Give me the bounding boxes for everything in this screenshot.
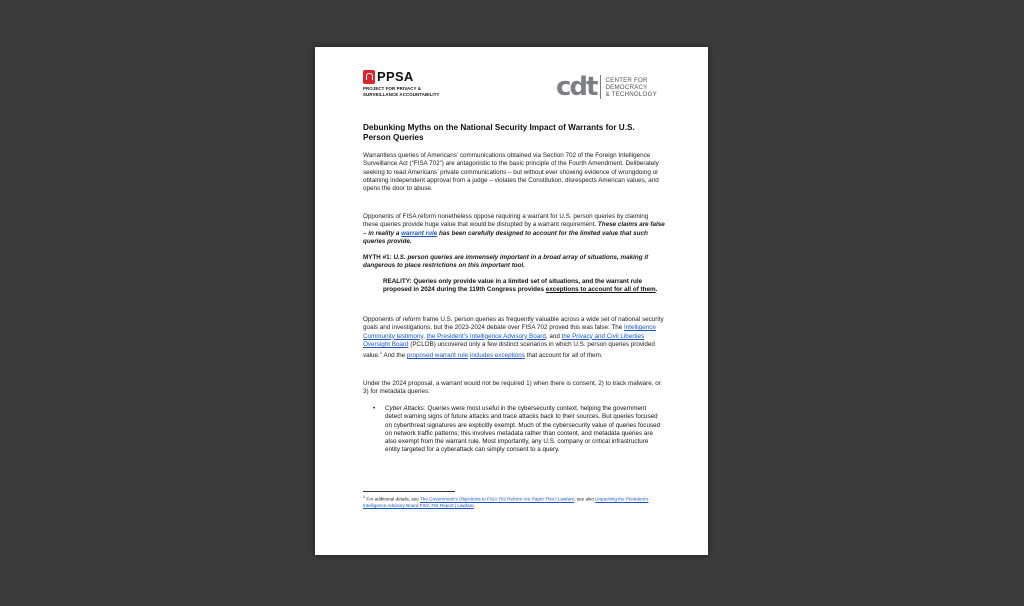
ppsa-mark — [363, 69, 440, 84]
reality-1-underlined: exceptions to account for all of them — [545, 286, 656, 294]
footnote-a: For additional details, see — [366, 496, 419, 502]
myth-1-label: MYTH #1: — [363, 254, 392, 261]
paragraph-opponents — [363, 213, 665, 246]
para2-emphasis-a: These claims are false – in reality a — [363, 221, 665, 237]
document-title: Debunking Myths on the National Security Impact of Warrants for U.S. Person Queries — [363, 123, 635, 142]
ppsa-lock-icon — [363, 70, 375, 84]
pclob-link[interactable]: the Privacy and Civil Liberties Oversight Board — [363, 332, 645, 348]
bullet-cyber-label: Cyber Attacks — [385, 405, 424, 412]
reality-1-end: . — [655, 286, 658, 294]
logo-header — [363, 69, 663, 117]
bullet-cyber-attacks — [385, 405, 665, 455]
ic-testimony-link[interactable]: Intelligence Community testimony — [363, 324, 656, 340]
para3-d: And the — [383, 352, 406, 360]
para3-b: , and — [545, 332, 560, 340]
para2-text: Opponents of FISA reform nonetheless oppose requiring a warrant for U.S. person queries by claiming these queries provide huge value that would be disrupted by a warrant requirement. — [363, 213, 649, 229]
lawfare-link-1[interactable]: The Government’s Objections to FISA 702 Reform Are Paper Thin | Lawfare — [419, 496, 575, 502]
reality-1 — [383, 278, 661, 295]
lawfare-link-2[interactable]: Unpacking the President’s Intelligence Advisory Board FISA 702 Report | Lawfare — [363, 496, 649, 508]
warrant-rule-link[interactable]: warrant rule — [401, 229, 438, 237]
piab-link[interactable]: the President’s Intelligence Advisory Board — [426, 332, 546, 340]
cdt-wordmark: cdt — [556, 72, 597, 102]
myth-1-text: U.S. person queries are immensely important in a broad array of situations, making it dangerous to place restrictions on this important tool. — [363, 254, 649, 270]
ppsa-subtitle: PROJECT FOR PRIVACY & SURVEILLANCE ACCOUNTABILITY — [363, 86, 440, 97]
footnote-1 — [363, 494, 663, 509]
ppsa-wordmark: PPSA — [377, 69, 414, 84]
para3-e: that account for all of them. — [526, 352, 603, 360]
footnote-b: ; see also — [574, 496, 594, 502]
cdt-name: CENTER FOR DEMOCRACY & TECHNOLOGY — [605, 76, 657, 98]
bullet-marker: • — [373, 405, 376, 412]
para3-c: (PCLOB) uncovered only a few distinct scenarios in which U.S. person queries provided value. — [363, 340, 655, 360]
footnote-divider — [363, 491, 455, 492]
para3-sep1: , — [423, 332, 425, 340]
cdt-divider — [600, 75, 601, 99]
reality-1-text: REALITY: Queries only provide value in a limited set of situations, and the warrant rule proposed in 2024 during the 119th Congress provides — [383, 278, 643, 294]
para3-a: Opponents of reform frame U.S. person queries as frequently valuable across a wide set of national security goals and investigations, but the 2023-2024 debate over FISA 702 proved this was false: The — [363, 316, 664, 332]
bullet-cyber-text: : Queries were most useful in the cybersecurity context, helping the government detect warning signs of future attacks and trace attacks back to their sources. But queries focused on cyberthreat signatures are explicitly exempt. Much of the cybersecurity value of queries focused on network traffic patterns; this involves metadata rather than content, and metadata queries are also exempt from the warrant rule. Most importantly, any U.S. company or critical infrastructure entity targeted for a cyberattack can simply consent to a query. — [385, 405, 661, 454]
paragraph-intro: Warrantless queries of Americans’ communications obtained via Section 702 of the Foreign Intelligence Surveillance Act (“FISA 702”) are antagonistic to the basic principle of the Fourth Amendment. Deliberately seeking to read Americans’ private communications – but without ever showing evidence of wrongdoing or obtaining independent approval from a judge – violates the Constitution, disrespects American values, and opens the door to abuse. — [363, 152, 659, 193]
myth-1 — [363, 254, 665, 271]
ppsa-logo — [363, 69, 440, 97]
footnote-ref-1[interactable]: 1 — [379, 350, 383, 356]
document-page — [315, 47, 708, 555]
paragraph-reform — [363, 316, 665, 361]
footnote-c: . — [473, 502, 476, 508]
footnote-number: 1 — [363, 495, 366, 499]
proposed-warrant-rule-link[interactable]: proposed warrant rule — [406, 352, 469, 360]
paragraph-proposal: Under the 2024 proposal, a warrant would not be required 1) when there is consent, 2) to track malware, or 3) for metadata queries: — [363, 380, 661, 396]
para2-emphasis-b: has been carefully designed to account for the limited value that such queries provide. — [363, 229, 648, 245]
includes-exceptions-link[interactable]: includes exceptions — [469, 352, 525, 360]
cdt-logo — [556, 74, 657, 100]
